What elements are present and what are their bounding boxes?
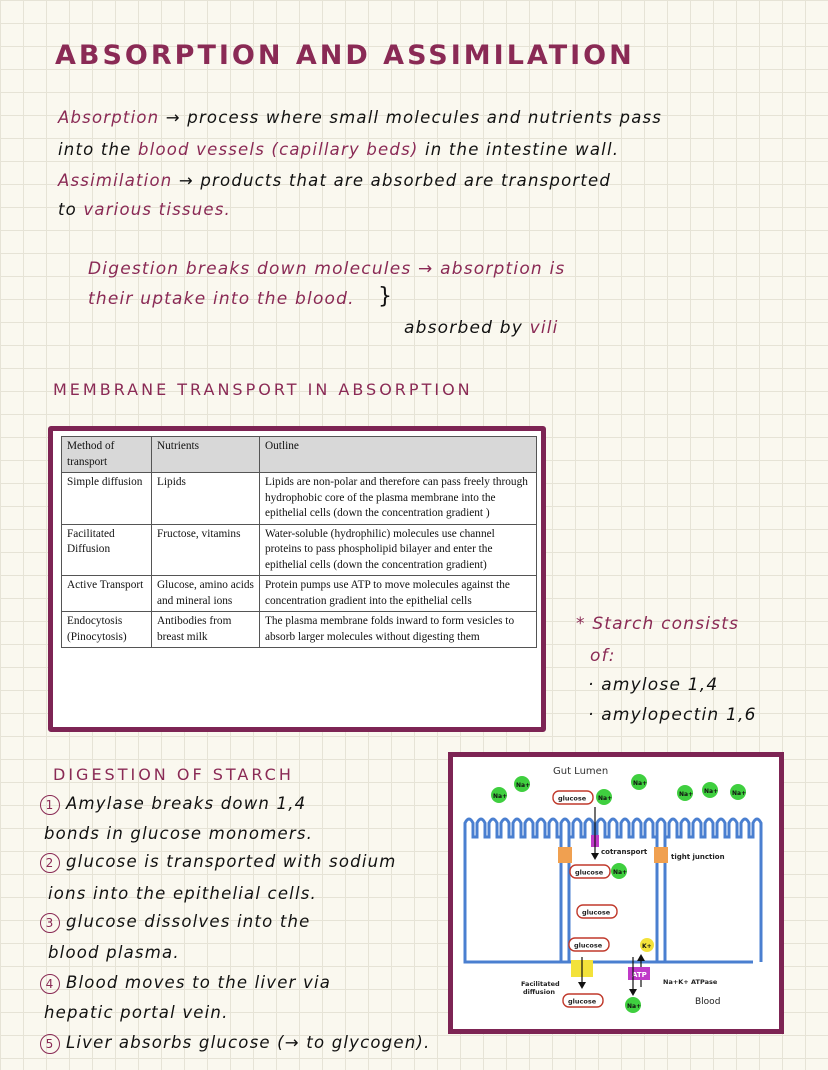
table-cell: Simple diffusion	[62, 473, 152, 525]
table-header: Outline	[260, 437, 537, 473]
vili-text: vili	[529, 318, 559, 338]
absorption-definition: process where small molecules and nutrients pass	[187, 108, 663, 127]
absorbed-by-text: absorbed by	[404, 318, 523, 338]
table-row	[62, 612, 537, 648]
table-header: Nutrients	[152, 437, 260, 473]
absorption-diagram-frame	[448, 752, 784, 1034]
table-row	[62, 473, 537, 525]
step-text: glucose dissolves into the	[66, 912, 311, 931]
page-title: ABSORPTION AND ASSIMILATION	[55, 40, 635, 71]
transport-table-frame	[48, 426, 546, 732]
step-number: 1	[40, 795, 60, 815]
step-3-line-b: blood plasma.	[48, 943, 180, 962]
digestion-note-line-2: their uptake into the blood.	[88, 289, 355, 309]
table-cell: The plasma membrane folds inward to form vesicles to absorb larger molecules without digesting them	[260, 612, 537, 648]
absorption-term: Absorption	[58, 108, 160, 127]
step-number: 3	[40, 913, 60, 933]
starch-item	[588, 675, 718, 695]
step-1-line-b: bonds in glucose monomers.	[44, 824, 314, 843]
na-ions-lumen	[491, 774, 746, 805]
intro-text: into the	[58, 140, 132, 159]
step-2-line-a	[40, 852, 397, 873]
table-cell: Fructose, vitamins	[152, 524, 260, 576]
intro-line-4	[58, 200, 231, 219]
bullet: ·	[588, 705, 595, 725]
transport-table	[61, 436, 537, 648]
starch-consists-text: Starch consists	[592, 614, 740, 634]
cotransport-label: cotransport	[601, 848, 648, 856]
step-4-line-b: hepatic portal vein.	[44, 1003, 229, 1022]
table-header: Method of transport	[62, 437, 152, 473]
microvilli-membrane	[465, 819, 761, 837]
sodium-label: Na+	[613, 869, 628, 876]
absorption-diagram	[453, 757, 779, 1029]
sodium-label: Na+	[598, 795, 613, 802]
sodium-label: Na+	[633, 780, 648, 787]
atp-label: ATP	[632, 971, 647, 979]
blood-label: Blood	[695, 997, 721, 1007]
star-mark: *	[576, 614, 586, 634]
arrowhead	[629, 989, 637, 996]
arrow: →	[178, 171, 194, 190]
atpase-label: Na+K+ ATPase	[663, 978, 718, 986]
arrowhead	[578, 982, 586, 989]
absorbed-by-note	[404, 318, 559, 338]
step-1-line-a	[40, 794, 306, 815]
step-number: 4	[40, 974, 60, 994]
step-2-line-b: ions into the epithelial cells.	[48, 884, 317, 903]
step-5-line-a	[40, 1033, 430, 1054]
starch-note-line-2: of:	[590, 646, 616, 666]
various-tissues-text: various tissues.	[83, 200, 231, 219]
intro-line-2	[58, 140, 619, 159]
step-text: Amylase breaks down 1,4	[66, 794, 307, 813]
tight-junction	[558, 847, 572, 863]
sodium-label: Na+	[493, 793, 508, 800]
arrowhead	[637, 954, 645, 961]
glucose-label: glucose	[558, 794, 587, 803]
glucose-label: glucose	[574, 941, 603, 950]
tight-junction	[654, 847, 668, 863]
facilitated-diffusion-label: Facilitated	[521, 980, 560, 988]
starch-note-line-1	[576, 614, 739, 634]
step-number: 5	[40, 1034, 60, 1054]
table-cell: Water-soluble (hydrophilic) molecules use channel proteins to pass phospholipid bilayer and enter the epithelial cells (down the concentration gradient)	[260, 524, 537, 576]
sodium-label: Na+	[516, 782, 531, 789]
arrow: →	[165, 108, 181, 127]
facilitated-diffusion-label: diffusion	[523, 988, 555, 996]
bullet: ·	[588, 675, 595, 695]
table-cell: Lipids	[152, 473, 260, 525]
table-row	[62, 524, 537, 576]
table-cell: Lipids are non-polar and therefore can pass freely through hydrophobic core of the plasma membrane into the epithelial cells (down the concentration gradient )	[260, 473, 537, 525]
starch-item-text: amylopectin 1,6	[601, 705, 757, 725]
sodium-label: Na+	[732, 790, 747, 797]
digestion-of-starch-heading: DIGESTION OF STARCH	[53, 765, 294, 784]
bracket-mark: }	[378, 284, 394, 309]
assimilation-term: Assimilation	[58, 171, 173, 190]
step-text: Liver absorbs glucose (→ to glycogen).	[66, 1033, 431, 1052]
glucose-label: glucose	[575, 868, 604, 877]
table-cell: Protein pumps use ATP to move molecules against the concentration gradient into the epithelial cells	[260, 576, 537, 612]
table-cell: Facilitated Diffusion	[62, 524, 152, 576]
sodium-label: Na+	[679, 791, 694, 798]
step-text: glucose is transported with sodium	[66, 852, 397, 871]
membrane-transport-heading: MEMBRANE TRANSPORT IN ABSORPTION	[53, 380, 473, 399]
arrowhead	[591, 853, 599, 860]
table-row	[62, 576, 537, 612]
glucose-label: glucose	[568, 997, 597, 1006]
digestion-note-line-1: Digestion breaks down molecules → absorption is	[88, 259, 566, 279]
intro-line-3	[58, 171, 611, 190]
table-cell: Antibodies from breast milk	[152, 612, 260, 648]
starch-item	[588, 705, 757, 725]
table-cell: Active Transport	[62, 576, 152, 612]
glucose-label: glucose	[582, 908, 611, 917]
gut-lumen-label: Gut Lumen	[553, 766, 609, 777]
table-cell: Endocytosis (Pinocytosis)	[62, 612, 152, 648]
sodium-label: Na+	[704, 788, 719, 795]
step-text: Blood moves to the liver via	[66, 973, 332, 992]
potassium-label: K+	[642, 943, 652, 950]
intro-text: to	[58, 200, 77, 219]
blood-vessels-text: blood vessels (capillary beds)	[137, 140, 419, 159]
step-3-line-a	[40, 912, 311, 933]
step-number: 2	[40, 853, 60, 873]
tight-junction-label: tight junction	[671, 853, 725, 861]
table-header-row	[62, 437, 537, 473]
table-cell: Glucose, amino acids and mineral ions	[152, 576, 260, 612]
sodium-label: Na+	[627, 1003, 642, 1010]
assimilation-definition: products that are absorbed are transported	[200, 171, 612, 190]
intro-text: in the intestine wall.	[424, 140, 620, 159]
starch-item-text: amylose 1,4	[601, 675, 719, 695]
step-4-line-a	[40, 973, 331, 994]
intro-line-1	[58, 108, 662, 127]
